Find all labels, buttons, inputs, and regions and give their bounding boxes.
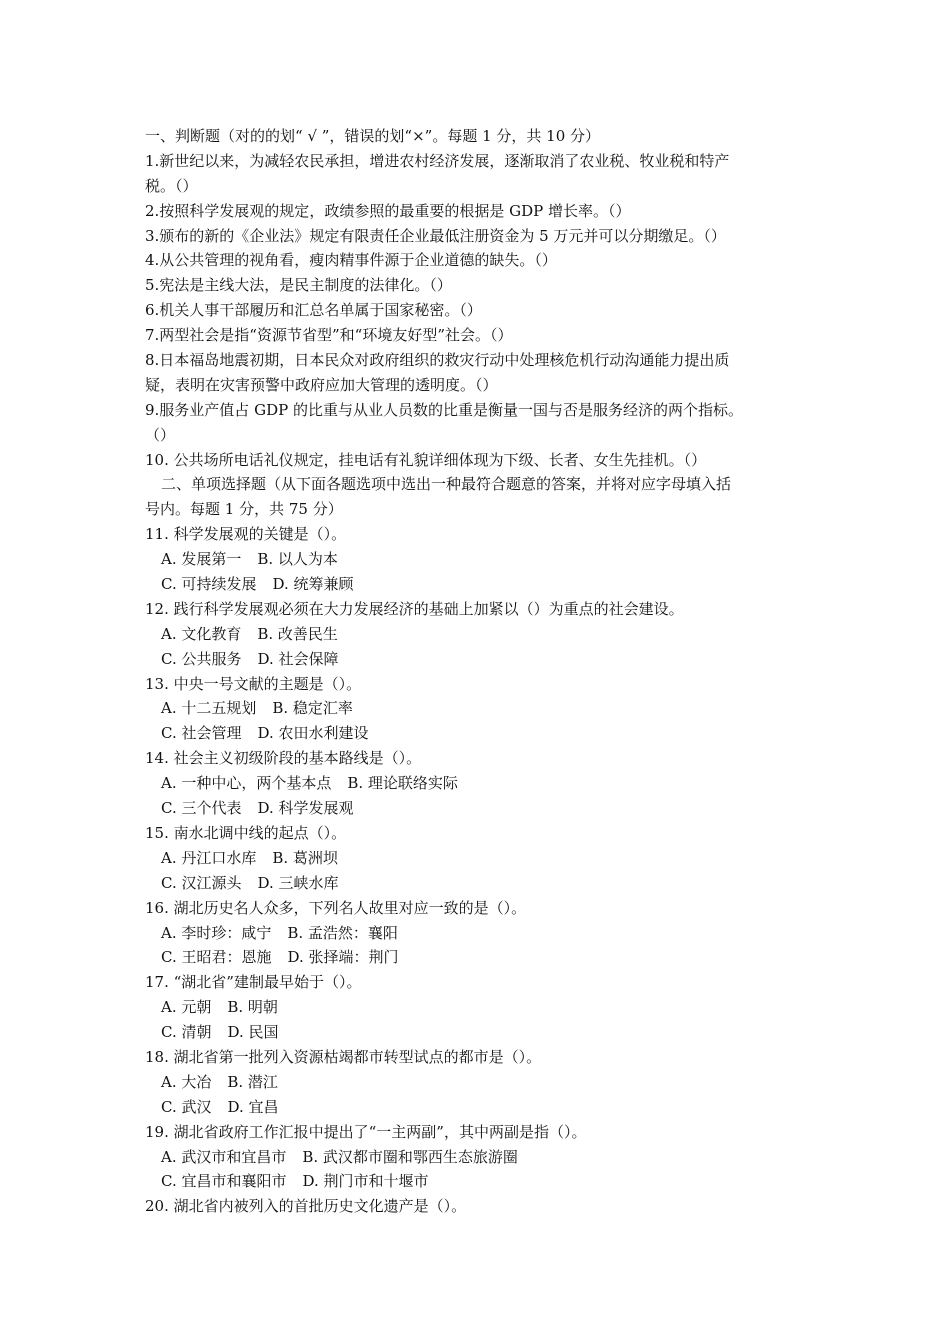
- option-text: B. 稳定汇率: [272, 699, 353, 718]
- true-false-item: 2.按照科学发展观的规定，政绩参照的最重要的根据是 GDP 增长率。（）: [145, 201, 631, 220]
- option-row: [145, 1095, 810, 1120]
- option-text: D. 张择端：荆门: [287, 948, 399, 967]
- question-stem: 18. 湖北省第一批列入资源枯竭都市转型试点的都市是（）。: [145, 1047, 542, 1066]
- question-stem: 11. 科学发展观的关键是（）。: [145, 525, 347, 544]
- option-row: [145, 721, 810, 746]
- option-text: C. 汉江源头: [161, 873, 242, 892]
- option-text: B. 潜江: [227, 1072, 278, 1091]
- option-row: [145, 846, 810, 871]
- option-text: D. 科学发展观: [257, 799, 354, 818]
- true-false-item: 6.机关人事干部履历和汇总名单属于国家秘密。（）: [145, 301, 482, 320]
- true-false-item: 1.新世纪以来，为减轻农民承担，增进农村经济发展，逐渐取消了农业税、牧业税和特产: [145, 151, 730, 170]
- option-row: [145, 1020, 810, 1045]
- true-false-item: 疑，表明在灾害预警中政府应加大管理的透明度。（）: [145, 375, 498, 394]
- option-text: C. 社会管理: [161, 724, 242, 743]
- option-row: [145, 647, 810, 672]
- option-text: B. 孟浩然：襄阳: [287, 923, 398, 942]
- question-stem: 19. 湖北省政府工作汇报中提出了“一主两副”，其中两副是指（）。: [145, 1122, 587, 1141]
- option-text: A. 大冶: [161, 1072, 212, 1091]
- option-text: D. 社会保障: [257, 649, 339, 668]
- option-text: A. 李时珍：咸宁: [161, 923, 272, 942]
- option-row: [145, 921, 810, 946]
- option-text: D. 宜昌: [227, 1097, 279, 1116]
- option-text: D. 三峡水库: [257, 873, 339, 892]
- true-false-item: 5.宪法是主线大法，是民主制度的法律化。（）: [145, 276, 452, 295]
- true-false-item: 9.服务业产值占 GDP 的比重与从业人员数的比重是衡量一国与否是服务经济的两个指标。: [145, 400, 743, 419]
- option-text: C. 公共服务: [161, 649, 242, 668]
- option-text: B. 以人为本: [257, 550, 338, 569]
- question-stem: 20. 湖北省内被列入的首批历史文化遗产是（）。: [145, 1197, 467, 1216]
- option-text: A. 元朝: [161, 998, 212, 1017]
- option-text: C. 三个代表: [161, 799, 242, 818]
- option-text: A. 武汉市和宜昌市: [161, 1147, 287, 1166]
- option-row: [145, 1145, 810, 1170]
- option-text: C. 清朝: [161, 1023, 212, 1042]
- option-text: C. 可持续发展: [161, 575, 257, 594]
- option-text: C. 武汉: [161, 1097, 212, 1116]
- option-text: D. 农田水利建设: [257, 724, 369, 743]
- question-stem: 17. “湖北省”建制最早始于（）。: [145, 973, 362, 992]
- true-false-item: 7.两型社会是指“资源节省型”和“环境友好型”社会。（）: [145, 326, 513, 345]
- true-false-item: 4.从公共管理的视角看，瘦肉精事件源于企业道德的缺失。（）: [145, 251, 557, 270]
- option-text: A. 文化教育: [161, 624, 242, 643]
- option-text: D. 民国: [227, 1023, 279, 1042]
- option-row: [145, 622, 810, 647]
- option-row: [145, 871, 810, 896]
- question-stem: 16. 湖北历史名人众多，下列名人故里对应一致的是（）。: [145, 898, 527, 917]
- option-text: D. 荆门市和十堰市: [302, 1172, 429, 1191]
- section-heading: 号内。每题 1 分，共 75 分）: [145, 500, 343, 519]
- option-row: [145, 696, 810, 721]
- true-false-item: 3.颁布的新的《企业法》规定有限责任企业最低注册资金为 5 万元并可以分期缴足。（）: [145, 226, 726, 245]
- option-text: B. 武汉都市圈和鄂西生态旅游圈: [302, 1147, 518, 1166]
- option-text: A. 十二五规划: [161, 699, 257, 718]
- option-text: B. 明朝: [227, 998, 278, 1017]
- true-false-item: 税。（）: [145, 176, 198, 195]
- true-false-item: 10. 公共场所电话礼仪规定，挂电话有礼貌详细体现为下级、长者、女生先挂机。（）: [145, 450, 707, 469]
- option-text: B. 改善民生: [257, 624, 338, 643]
- option-text: A. 丹江口水库: [161, 848, 257, 867]
- option-row: [145, 547, 810, 572]
- question-stem: 13. 中央一号文献的主题是（）。: [145, 674, 362, 693]
- section-heading: 一、判断题（对的的划“ √ ”，错误的划“×”。每题 1 分，共 10 分）: [145, 127, 601, 145]
- true-false-item: 8.日本福岛地震初期，日本民众对政府组织的救灾行动中处理核危机行动沟通能力提出质: [145, 351, 730, 370]
- option-row: [145, 995, 810, 1020]
- true-false-item: （）: [145, 425, 176, 444]
- question-stem: 14. 社会主义初级阶段的基本路线是（）。: [145, 749, 422, 768]
- option-row: [145, 1070, 810, 1095]
- option-text: C. 宜昌市和襄阳市: [161, 1172, 287, 1191]
- option-row: [145, 796, 810, 821]
- option-text: A. 一种中心，两个基本点: [161, 774, 332, 793]
- question-stem: 15. 南水北调中线的起点（）。: [145, 823, 347, 842]
- option-row: [145, 572, 810, 597]
- option-row: [145, 945, 810, 970]
- section-heading: 二、单项选择题（从下面各题选项中选出一种最符合题意的答案，并将对应字母填入括: [161, 475, 732, 494]
- option-text: B. 葛洲坝: [272, 848, 338, 867]
- option-text: D. 统筹兼顾: [272, 575, 354, 594]
- option-row: [145, 1169, 810, 1194]
- option-text: B. 理论联络实际: [347, 774, 458, 793]
- document-page: [145, 124, 810, 1219]
- option-row: [145, 771, 810, 796]
- option-text: C. 王昭君：恩施: [161, 948, 272, 967]
- question-stem: 12. 践行科学发展观必须在大力发展经济的基础上加紧以（）为重点的社会建设。: [145, 599, 684, 618]
- option-text: A. 发展第一: [161, 550, 242, 569]
